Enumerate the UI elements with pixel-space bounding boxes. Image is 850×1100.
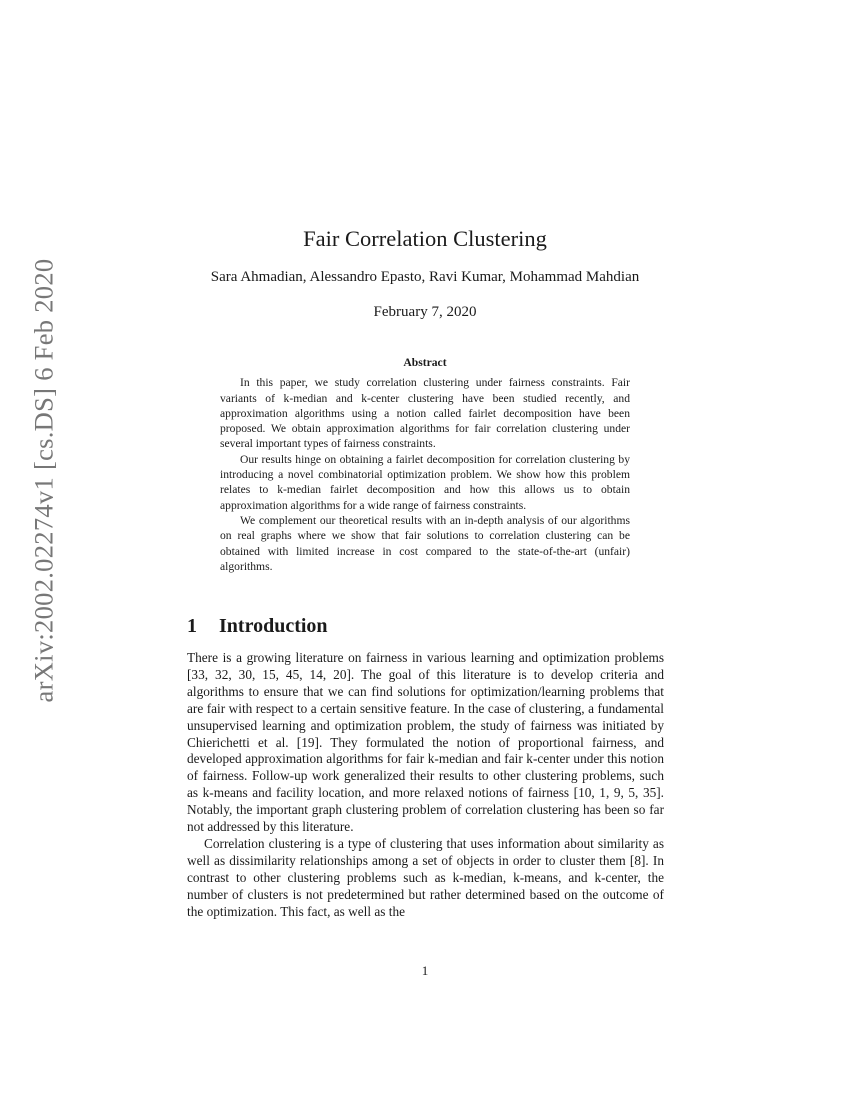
page-number: 1	[421, 963, 429, 978]
abstract-paragraph-2: Our results hinge on obtaining a fairlet decomposition for correlation clustering by introducing a novel combinatorial optimization problem. We show how this problem relates to k-median fairlet decomposition and how this allows us to obtain approximation algorithms for a wide range of fairness constraints.	[220, 452, 630, 512]
paper-title: Fair Correlation Clustering	[303, 226, 547, 251]
body-paragraph-1: There is a growing literature on fairness in various learning and optimization problems [33, 32, 30, 15, 45, 14, 20]. The goal of this literature is to develop criteria and algorithms to ensure that we can find solutions for optimization/learning problems that are fair with respect to a certain sensitive feature. In the case of clustering, a fundamental unsupervised learning and optimization problem, the study of fairness was initiated by Chierichetti et al. [19]. They formulated the notion of proportional fairness, and developed approximation algorithms for fair k-median and fair k-center under this notion of fairness. Follow-up work generalized their results to other clustering problems, such as k-means and facility location, and more relaxed notions of fairness [10, 1, 9, 5, 35]. Notably, the important graph clustering problem of correlation clustering has been so far not addressed by this literature.	[187, 650, 664, 835]
abstract-heading: Abstract	[403, 356, 447, 369]
paper-authors: Sara Ahmadian, Alessandro Epasto, Ravi Kumar, Mohammad Mahdian	[210, 269, 640, 285]
section-heading	[187, 615, 667, 638]
section-title: Introduction	[219, 615, 328, 637]
body-text	[187, 650, 664, 921]
section-number: 1	[187, 615, 197, 637]
paper-date: February 7, 2020	[373, 304, 477, 320]
abstract-paragraph-1: In this paper, we study correlation clustering under fairness constraints. Fair variants of k-median and k-center clustering have been studied recently, and approximation algorithms using a notion called fairlet decomposition have been proposed. We obtain approximation algorithms for fair correlation clustering under several important types of fairness constraints.	[220, 376, 630, 451]
abstract-paragraph-3: We complement our theoretical results with an in-depth analysis of our algorithms on real graphs where we show that fair solutions to correlation clustering can be obtained with limited increase in cost compared to the state-of-the-art (unfair) algorithms.	[220, 513, 630, 573]
arxiv-identifier-stamp	[14, 258, 74, 702]
arxiv-identifier: arXiv:2002.02274v1 [cs.DS] 6 Feb 2020	[28, 258, 59, 702]
abstract	[220, 355, 630, 574]
body-paragraph-2: Correlation clustering is a type of clustering that uses information about similarity as well as dissimilarity relationships among a set of objects in order to cluster them [8]. In contrast to other clustering problems such as k-median, k-means, and k-center, the number of clusters is not predetermined but rather determined based on the outcome of the optimization. This fact, as well as the	[187, 835, 664, 919]
